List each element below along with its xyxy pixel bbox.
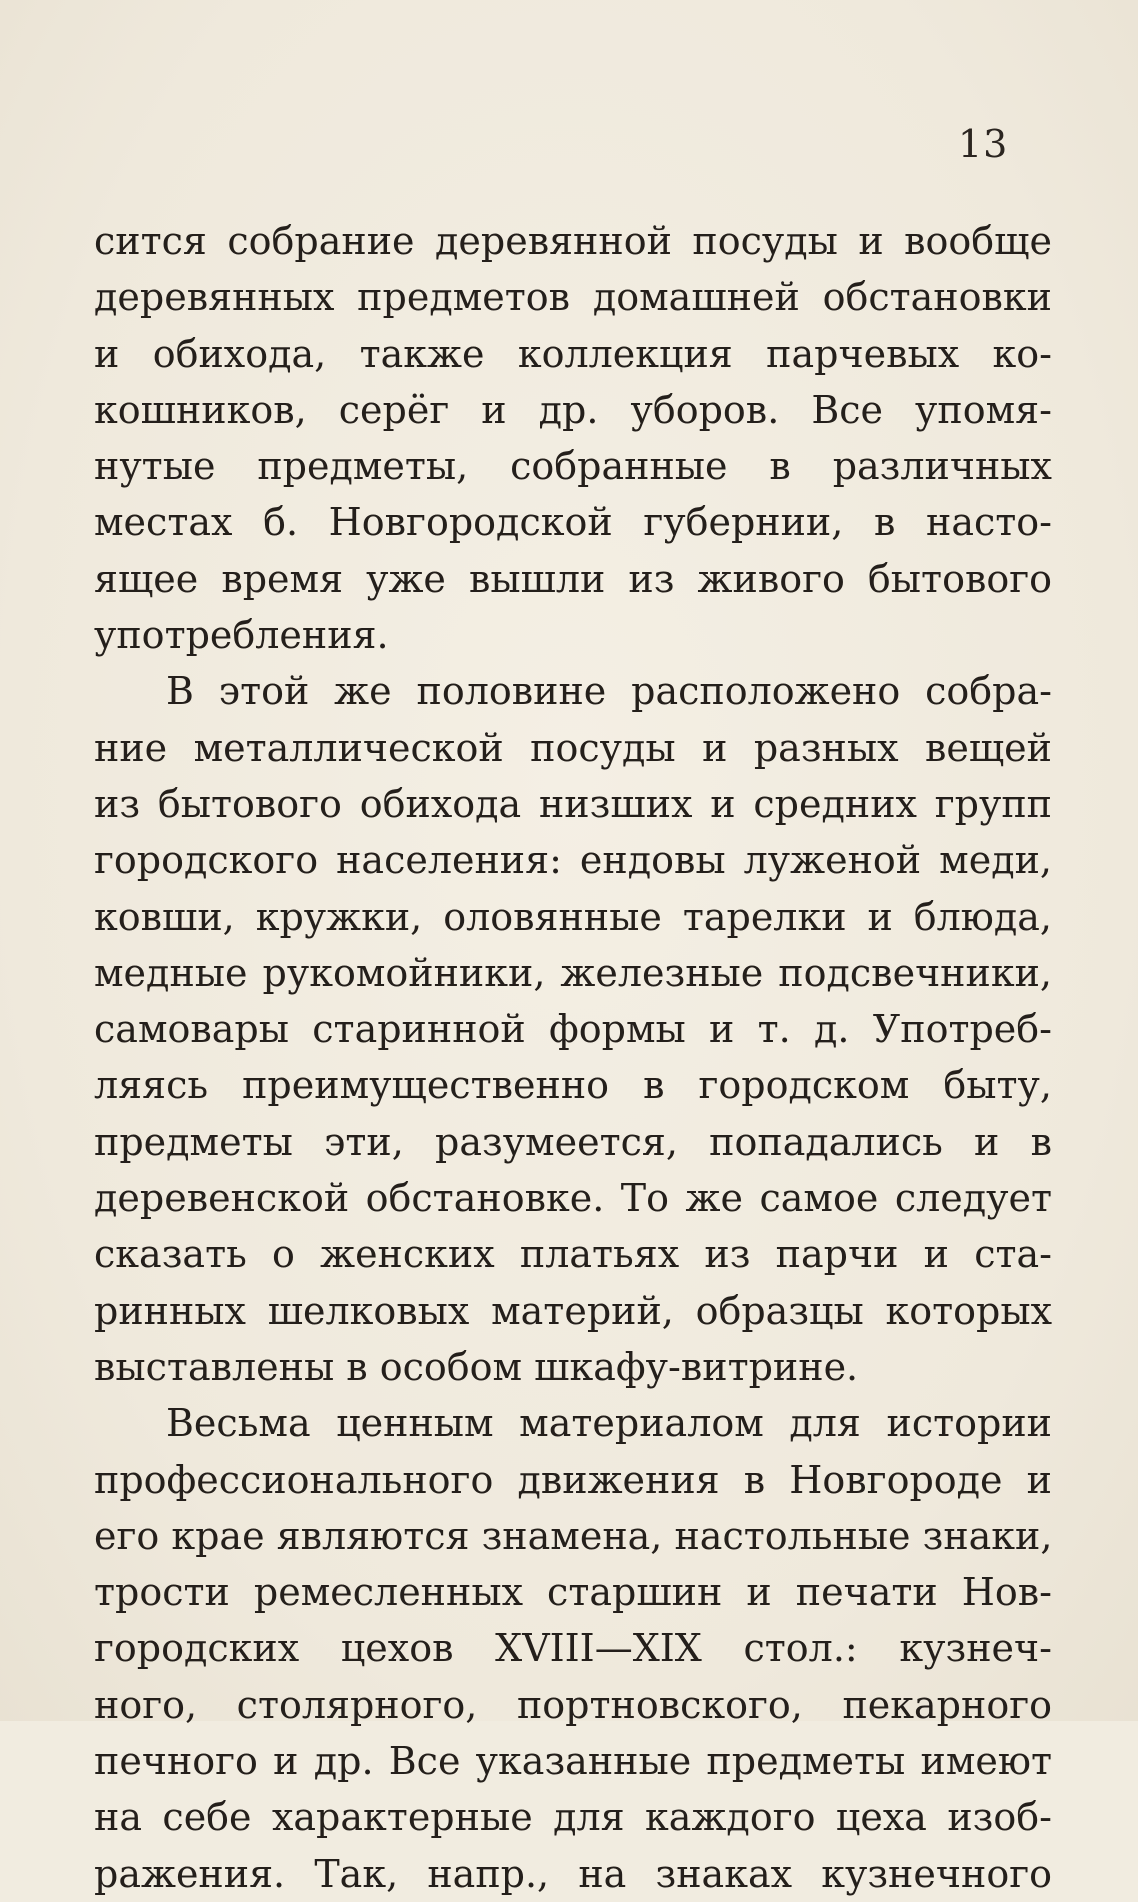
text-line: деревенской обстановке. То же самое следует (94, 1176, 1052, 1221)
text-line: кошников, серёг и др. уборов. Все упомя- (94, 387, 1052, 432)
body-text (94, 213, 1052, 1902)
text-line: профессионального движения в Новгороде и (94, 1457, 1052, 1502)
text-line: ражения. Так, напр., на знаках кузнечного (94, 1851, 1052, 1896)
text-line: его крае являются знамена, настольные знаки, (94, 1513, 1053, 1558)
text-line: предметы эти, разумеется, попадались и в (94, 1119, 1052, 1164)
text-line: городского населения: ендовы луженой меди, (94, 838, 1052, 883)
text-line: из бытового обихода низших и средних групп (94, 781, 1052, 826)
text-line: ковши, кружки, оловянные тарелки и блюда, (94, 894, 1052, 939)
text-line: сказать о женских платьях из парчи и ста- (94, 1232, 1052, 1277)
text-line: ного, столярного, портновского, пекарного (94, 1682, 1052, 1727)
text-line: нутые предметы, собранные в различных (94, 444, 1052, 489)
paragraph-2 (94, 663, 1052, 1395)
text-line: ящее время уже вышли из живого бытового (94, 556, 1052, 601)
text-line: ринных шелковых материй, образцы которых (94, 1288, 1052, 1333)
text-line: В этой же половине расположено собра- (166, 669, 1052, 714)
text-line: местах б. Новгородской губернии, в насто- (94, 500, 1052, 545)
text-line: медные рукомойники, железные подсвечники, (94, 950, 1052, 995)
text-line: и обихода, также коллекция парчевых ко- (94, 331, 1052, 376)
text-line: трости ремесленных старшин и печати Нов- (94, 1570, 1052, 1615)
text-line: выставлены в особом шкафу-витрине. (94, 1344, 859, 1389)
text-line: печного и др. Все указанные предметы имеют (94, 1739, 1052, 1784)
paragraph-3 (94, 1395, 1052, 1902)
text-line: Весьма ценным материалом для истории (166, 1401, 1052, 1446)
text-line: на себе характерные для каждого цеха изоб- (94, 1795, 1052, 1840)
text-line: самовары старинной формы и т. д. Употреб- (94, 1007, 1052, 1052)
text-line: сится собрание деревянной посуды и вообще (94, 219, 1052, 263)
text-line: ляясь преимущественно в городском быту, (94, 1063, 1052, 1108)
text-line: употребления. (94, 613, 389, 658)
page-number: 13 (958, 122, 1009, 166)
text-line: ние металлической посуды и разных вещей (94, 725, 1052, 770)
text-line: городских цехов XVIII—XIX стол.: кузнеч- (94, 1626, 1052, 1671)
paragraph-1 (94, 213, 1052, 663)
text-line: деревянных предметов домашней обстановки (94, 275, 1052, 320)
